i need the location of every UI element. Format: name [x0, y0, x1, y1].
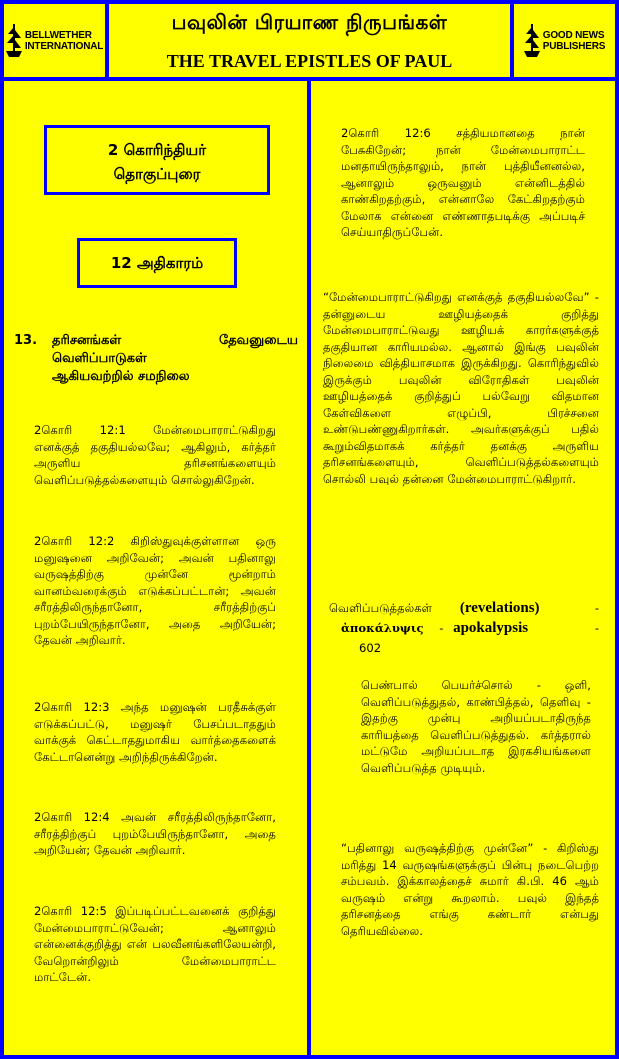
book-title-line2: தொகுப்புரை	[113, 165, 201, 183]
logo-line-1: GOOD NEWS	[542, 29, 605, 41]
logo-line-2: INTERNATIONAL	[24, 40, 104, 52]
logo-line-2: PUBLISHERS	[542, 40, 606, 52]
header-title-box	[109, 4, 510, 77]
book-title-box	[44, 125, 270, 195]
section-number: 13.	[14, 333, 38, 348]
section-title	[52, 332, 298, 386]
verse-12-2: 2கொரி 12:2 கிறிஸ்துவுக்குள்ளான ஒரு மனுஷனை அறிவேன்; அவன் பதினாலு வருஷத்திற்கு முன்னே மூன்றாம் வானம்வரைக்கும் எடுக்கப்பட்டான்; அவன் சரீரத்திலிருந்தானோ, சரீரத்திற்குப் புறம்பேயிருந்தானோ, அதை அறியேன்; தேவன் அறிவார்.	[34, 534, 276, 647]
section-title-line1: தரிசனங்கள் தேவனுடைய	[52, 333, 298, 348]
verse-12-5: 2கொரி 12:5 இப்படிப்பட்டவனைக் குறித்து மேன்மைபாராட்டுவேன்; ஆனாலும் என்னைக்குறித்து என் பலவீனங்களிலேயன்றி, வேறொன்றிலும் மேன்மைபாராட்ட மாட்டேன்.	[34, 904, 276, 984]
header-title-english: THE TRAVEL EPISTLES OF PAUL	[166, 51, 453, 71]
right-column	[311, 81, 615, 1055]
chapter-title: 12 அதிகாரம்	[110, 254, 204, 272]
strongs-number: 602	[359, 641, 382, 655]
commentary-paragraph-1: “மேன்மைபாராட்டுகிறது எனக்குத் தகுதியல்லவே” - தன்னுடைய ஊழியத்தைக் குறித்து மேன்மைபாராட்டுவது ஊழியக் காரர்களுக்குத் தகுதியான காரியமல்ல. ஆனால் இங்கு பவுலின் நிலைமை வித்தியாசமாக இருக்கிறது. கொரிந்துவில் இருக்கும் பவுலின் விரோதிகள் பவுலின் ஊழியத்தைக் குறித்துப் பல்வேறு விதமான கேள்விகளை எழுப்பி, பிரச்சனை உண்டுபண்ணுகிறார்கள். அவர்களுக்குப் பதில் கூறும்விதமாகக் கர்த்தர் தனக்கு அருளிய தரிசனங்களையும், வெளிப்படுத்தல்களையும் சொல்லி பவுல் தன்னை மேன்மைபாராட்டுகிறார்.	[323, 290, 599, 486]
definition-transliteration: apokalypsis	[453, 620, 529, 636]
header-title-tamil: பவுலின் பிரயாண நிருபங்கள்	[171, 10, 448, 34]
good-news-logo	[514, 4, 615, 77]
book-title-line1: 2 கொரிந்தியர்	[107, 141, 207, 159]
chapter-box	[77, 238, 237, 288]
logo-line-1: BELLWETHER	[24, 29, 92, 41]
definition-heading: வெளிப்படுத்தல்கள் (revelations) - ἀποκάλυψις - apokalypsis - 602	[329, 600, 599, 655]
definition-dash: -	[594, 601, 599, 615]
ship-icon	[524, 24, 540, 58]
definition-greek: ἀποκάλυψις	[341, 621, 424, 635]
verse-12-6: 2கொரி 12:6 சத்தியமானதை நான் பேசுகிறேன்; நான் மேன்மைபாராட்ட மனதாயிருந்தாலும், நான் புத்தியீனனல்ல, ஆனாலும் ஒருவனும் என்னிடத்தில் காண்கிறதற்கும், என்னாலே கேட்கிறதற்கும் மேலாக என்னை எண்ணாதபடிக்கு அப்படிச் செய்யாதிருப்பேன்.	[341, 126, 585, 239]
commentary-paragraph-2: “பதினாலு வருஷத்திற்கு முன்னே” - கிறிஸ்து மரித்து 14 வருஷங்களுக்குப் பின்பு நடைபெற்ற சம்பவம். இக்காலத்தைச் சுமார் கி.பி. 46 ஆம் வருஷம் என்று கூறலாம். பவுல் இந்தத் தரிசனத்தை எங்கு கண்டார் என்பது தெரியவில்லை.	[341, 841, 599, 938]
definition-meaning: பெண்பால் பெயர்ச்சொல் - ஒளி, வெளிப்படுத்துதல், காண்பித்தல், தெளிவு - இதற்கு முன்பு அறியப்படாதிருந்த காரியத்தை வெளிப்படுத்துதல். கர்த்தரால் மட்டுமே அறியப்படாத இரகசியங்களை வெளிப்படுத்த முடியும்.	[361, 678, 591, 775]
verse-12-1: 2கொரி 12:1 மேன்மைபாராட்டுகிறது எனக்குத் தகுதியல்லவே; ஆகிலும், கர்த்தர் அருளிய தரிசனங்களையும் வெளிப்படுத்தல்களையும் சொல்லுகிறேன்.	[34, 423, 276, 487]
left-column	[4, 81, 307, 1055]
verse-12-4: 2கொரி 12:4 அவன் சரீரத்திலிருந்தானோ, சரீரத்திற்குப் புறம்பேயிருந்தானோ, அதை அறியேன்; தேவன் அறிவார்.	[34, 810, 276, 857]
verse-12-3: 2கொரி 12:3 அந்த மனுஷன் பரதீசுக்குள் எடுக்கப்பட்டு, மனுஷர் பேசப்படாததும் வாக்குக் கெட்டாததுமாகிய வார்த்தைகளைக் கேட்டானென்று அறிந்திருக்கிறேன்.	[34, 700, 276, 764]
bellwether-logo	[4, 4, 105, 77]
section-title-line2: வெளிப்பாடுகள்	[52, 351, 147, 366]
definition-english: (revelations)	[459, 600, 540, 616]
section-title-line3: ஆகியவற்றில் சமநிலை	[52, 369, 190, 384]
ship-icon	[6, 24, 22, 58]
definition-word: வெளிப்படுத்தல்கள்	[329, 601, 433, 615]
